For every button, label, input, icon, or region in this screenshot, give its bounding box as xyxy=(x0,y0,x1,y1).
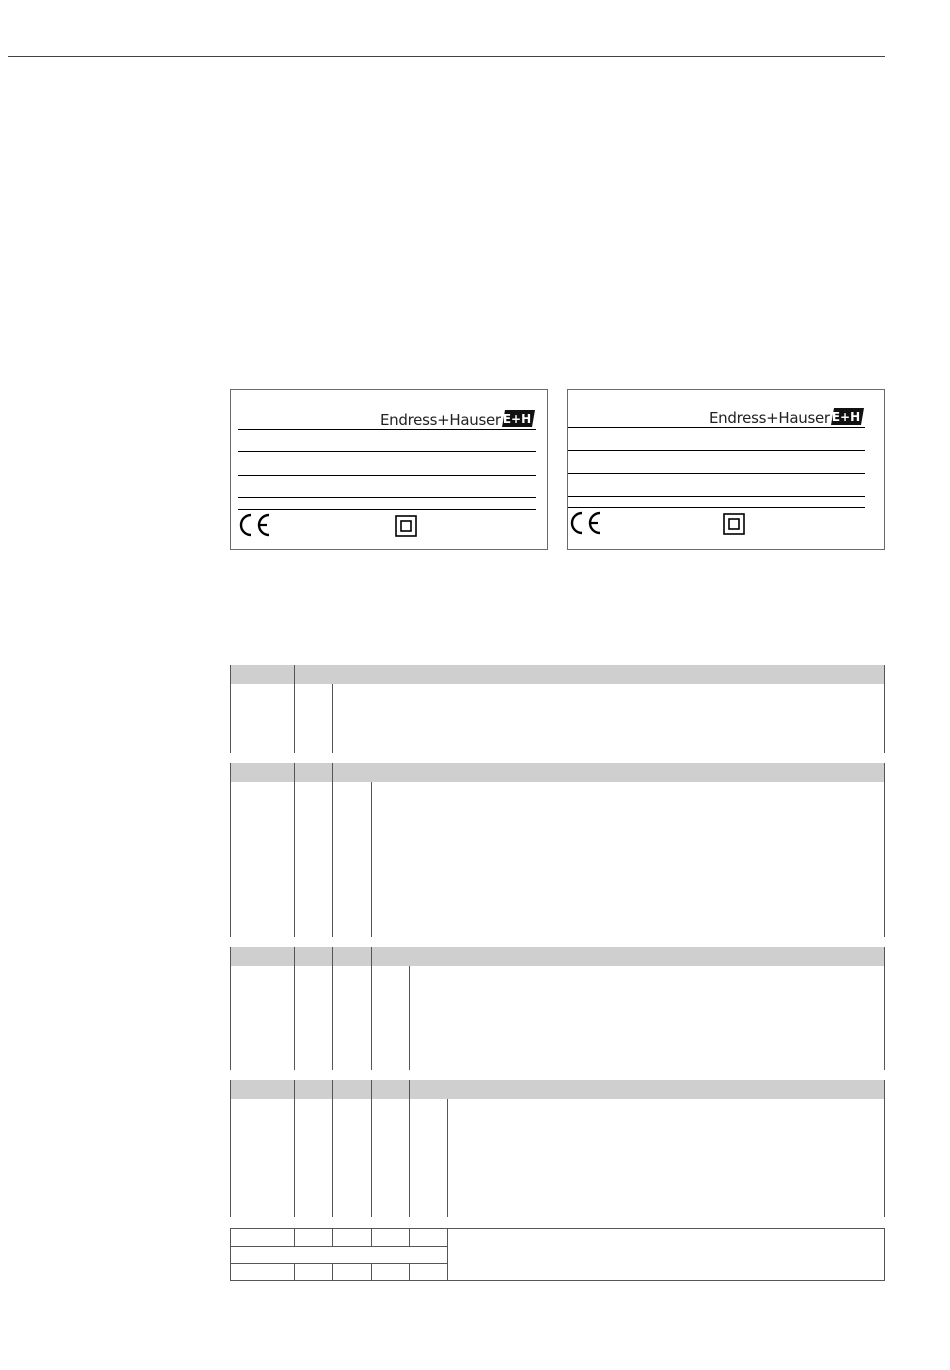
column-divider xyxy=(294,947,295,1070)
plate-line xyxy=(568,473,865,474)
summary-cell-divider xyxy=(294,1228,295,1246)
section-header-band xyxy=(230,763,885,782)
summary-cell-divider xyxy=(332,1228,333,1246)
column-divider xyxy=(332,947,333,1070)
column-divider xyxy=(294,665,295,753)
column-divider xyxy=(884,947,885,1070)
section-header-band xyxy=(230,665,885,684)
column-divider xyxy=(884,763,885,937)
class-2-double-square-icon xyxy=(723,513,745,535)
logo-text: E+H xyxy=(831,410,861,424)
column-divider xyxy=(409,966,410,1070)
summary-cell-divider xyxy=(332,1263,333,1281)
summary-divider xyxy=(447,1228,448,1281)
endress-hauser-logo-icon xyxy=(502,410,535,427)
nameplate-right xyxy=(567,389,885,550)
column-divider xyxy=(230,947,231,1070)
plate-line xyxy=(568,496,865,497)
column-divider xyxy=(230,665,231,753)
plate-line xyxy=(568,427,865,428)
class-2-double-square-icon xyxy=(395,515,417,537)
column-divider xyxy=(371,782,372,937)
column-divider xyxy=(294,1080,295,1217)
section-header-band xyxy=(230,1080,885,1099)
plate-line xyxy=(238,475,536,476)
summary-box xyxy=(230,1228,885,1281)
summary-row-line xyxy=(230,1246,448,1247)
column-divider xyxy=(332,763,333,937)
summary-cell-divider xyxy=(371,1228,372,1246)
column-divider xyxy=(409,1080,410,1217)
column-divider xyxy=(371,1080,372,1217)
header-rule xyxy=(8,56,885,57)
brand-name: Endress+Hauser xyxy=(380,411,501,429)
column-divider xyxy=(230,1080,231,1217)
column-divider xyxy=(447,1099,448,1217)
column-divider xyxy=(294,763,295,937)
ce-mark-icon xyxy=(568,511,602,535)
column-divider xyxy=(332,684,333,753)
brand-name: Endress+Hauser xyxy=(709,409,830,427)
summary-cell-divider xyxy=(409,1263,410,1281)
plate-line xyxy=(238,429,536,430)
summary-cell-divider xyxy=(409,1228,410,1246)
ce-mark-icon xyxy=(237,513,271,537)
summary-cell-divider xyxy=(294,1263,295,1281)
column-divider xyxy=(884,1080,885,1217)
column-divider xyxy=(884,665,885,753)
column-divider xyxy=(230,763,231,937)
plate-line xyxy=(568,450,865,451)
plate-line xyxy=(238,497,536,498)
endress-hauser-logo-icon xyxy=(831,408,864,425)
summary-cell-divider xyxy=(371,1263,372,1281)
plate-line xyxy=(568,507,865,508)
column-divider xyxy=(332,1080,333,1217)
section-header-band xyxy=(230,947,885,966)
logo-text: E+H xyxy=(502,412,532,426)
column-divider xyxy=(371,947,372,1070)
summary-row-line xyxy=(230,1263,448,1264)
plate-line xyxy=(238,509,536,510)
plate-line xyxy=(238,451,536,452)
nameplate-left xyxy=(230,389,548,550)
